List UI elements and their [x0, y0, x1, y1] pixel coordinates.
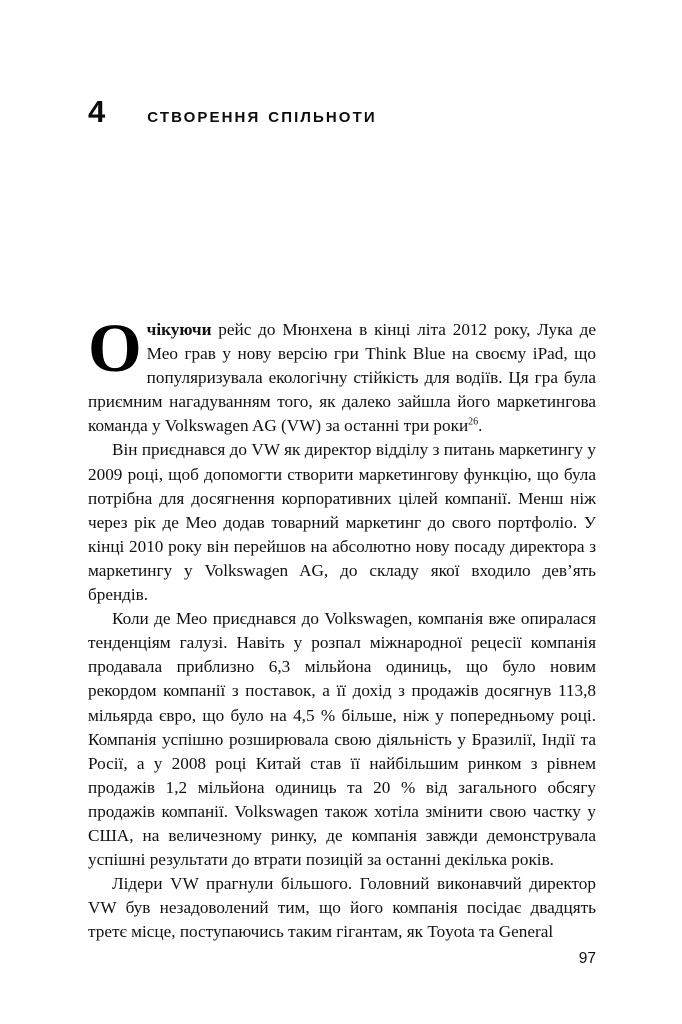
chapter-heading — [88, 96, 377, 127]
drop-cap: О — [88, 310, 142, 386]
chapter-number: 4 — [88, 94, 106, 129]
footnote-reference-26[interactable]: 26 — [468, 416, 479, 428]
paragraph-2: Він приєднався до VW як директор відділу з питань маркетингу у 2009 році, щоб допомогти створити маркетингову функцію, що була потрібна для досягнення корпоративних цілей компанії. Менш ніж через рік де Мео додав товарний маркетинг до свого портфоліо. У кінці 2010 року він перейшов на абсолютно нову посаду директора з маркетингу у Volkswagen AG, до складу якої входило дев’ять брендів. — [88, 440, 596, 605]
chapter-title: створення спільноти — [147, 104, 377, 127]
paragraph-1 — [88, 310, 596, 438]
paragraph-1-text: рейс до Мюнхена в кінці літа 2012 року, Лука де Мео грав у нову версію гри Think Blue на своєму iPad, що популяризувала екологічну стійкість для водіїв. Ця гра була приємним нагадуванням того, як далеко зайшла його маркетингова команда у Volkswagen AG (VW) за останні три роки — [88, 320, 596, 436]
paragraph-4: Лідери VW прагнули більшого. Головний виконавчий директор VW був незадоволений тим, що його компанія посідає двадцять третє місце, поступаючись таким гігантам, як Toyota та General — [88, 874, 596, 942]
paragraph-1-lead-in: чікуючи — [146, 320, 212, 339]
page-number: 97 — [578, 950, 596, 967]
paragraph-3: Коли де Мео приєднався до Volkswagen, компанія вже опиралася тенденціям галузі. Навіть у розпал міжнародної рецесії компанія продавала приблизно 6,3 мільйона одиниць, що було новим рекордом компанії з поставок, а її дохід з продажів досягнув 113,8 мільярда євро, що було на 4,5 % більше, ніж у попередньому році. Компанія успішно розширювала свою діяльність у Бразилії, Індії та Росії, а у 2008 році Китай став її найбільшим ринком з рівнем продажів 1,2 мільйона одиниць та 20 % від загального обсягу продажів компанії. Volkswagen також хотіла змінити свою частку у США, на величезному ринку, де компанія завжди демонструвала успішні результати до втрати позицій за останні декілька років. — [88, 609, 596, 870]
paragraph-1-tail: . — [478, 416, 483, 436]
body-text — [88, 310, 596, 944]
